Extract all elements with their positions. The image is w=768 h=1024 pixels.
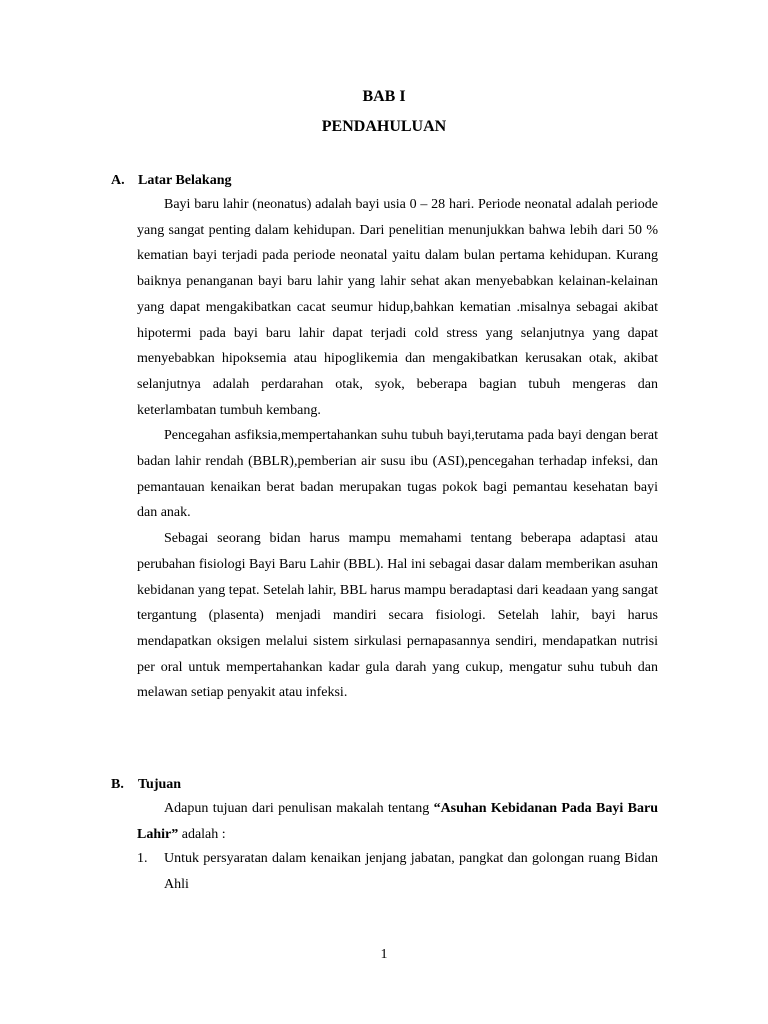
chapter-label: BAB I [362,88,406,105]
paragraph-1: Bayi baru lahir (neonatus) adalah bayi usia 0 – 28 hari. Periode neonatal adalah periode yang sangat penting dalam kehidupan. Dari penelitian menunjukkan bahwa lebih dari 50 % kematian bayi terjadi pada periode neonatal yaitu dalam bulan pertama kehidupan. Kurang baiknya penanganan bayi baru lahir yang lahir sehat akan menyebabkan kelainan-kelainan yang dapat mengakibatkan cacat seumur hidup,bahkan kematian .misalnya sebagai akibat hipotermi pada bayi baru lahir dapat terjadi cold stress yang selanjutnya yang dapat menyebabkan hipoksemia atau hipoglikemia dan mengakibatkan kerusakan otak, akibat selanjutnya adalah perdarahan otak, syok, beberapa bagian tubuh mengeras dan keterlambatan tumbuh kembang. [137,197,658,418]
list-item [137,846,658,897]
paragraph-2: Pencegahan asfiksia,mempertahankan suhu tubuh bayi,terutama pada bayi dengan berat badan lahir rendah (BBLR),pemberian air susu ibu (ASI),pencegahan terhadap infeksi, dan pemantauan kenaikan berat badan merupakan tugas pokok bagi pemantau kesehatan bayi dan anak. [137,428,658,521]
page-number: 1 [380,947,388,962]
section-a-marker: A. [111,173,125,188]
section-b-intro [137,796,658,847]
chapter-title: PENDAHULUAN [321,118,447,135]
tujuan-intro-paragraph [137,796,658,847]
section-a-heading [111,173,231,189]
paragraph-3: Sebagai seorang bidan harus mampu memahami tentang beberapa adaptasi atau perubahan fisiologi Bayi Baru Lahir (BBL). Hal ini sebagai dasar dalam memberikan asuhan kebidanan yang tepat. Setelah lahir, BBL harus mampu beradaptasi dari keadaan yang sangat tergantung (plasenta) menjadi mandiri secara fisiologi. Setelah lahir, bayi harus mendapatkan oksigen melalui sistem sirkulasi pernapasannya sendiri, mendapatkan nutrisi per oral untuk mempertahankan kadar gula darah yang cukup, mengatur suhu tubuh dan melawan setiap penyakit atau infeksi. [137,531,658,701]
section-a-body [137,192,658,706]
section-a-title: Latar Belakang [138,173,232,188]
intro-text-bold: “Asuhan Kebidanan Pada Bayi Baru Lahir” [137,801,658,842]
intro-text-before: Adapun tujuan dari penulisan makalah tentang [164,801,434,816]
intro-text-after: adalah : [178,826,226,842]
list-item-number: 1. [137,851,148,866]
section-b-marker: B. [111,777,124,792]
section-b-heading [111,777,181,793]
list-item-text: Untuk persyaratan dalam kenaikan jenjang jabatan, pangkat dan golongan ruang Bidan Ahli [164,851,658,892]
section-b-title: Tujuan [138,777,182,792]
